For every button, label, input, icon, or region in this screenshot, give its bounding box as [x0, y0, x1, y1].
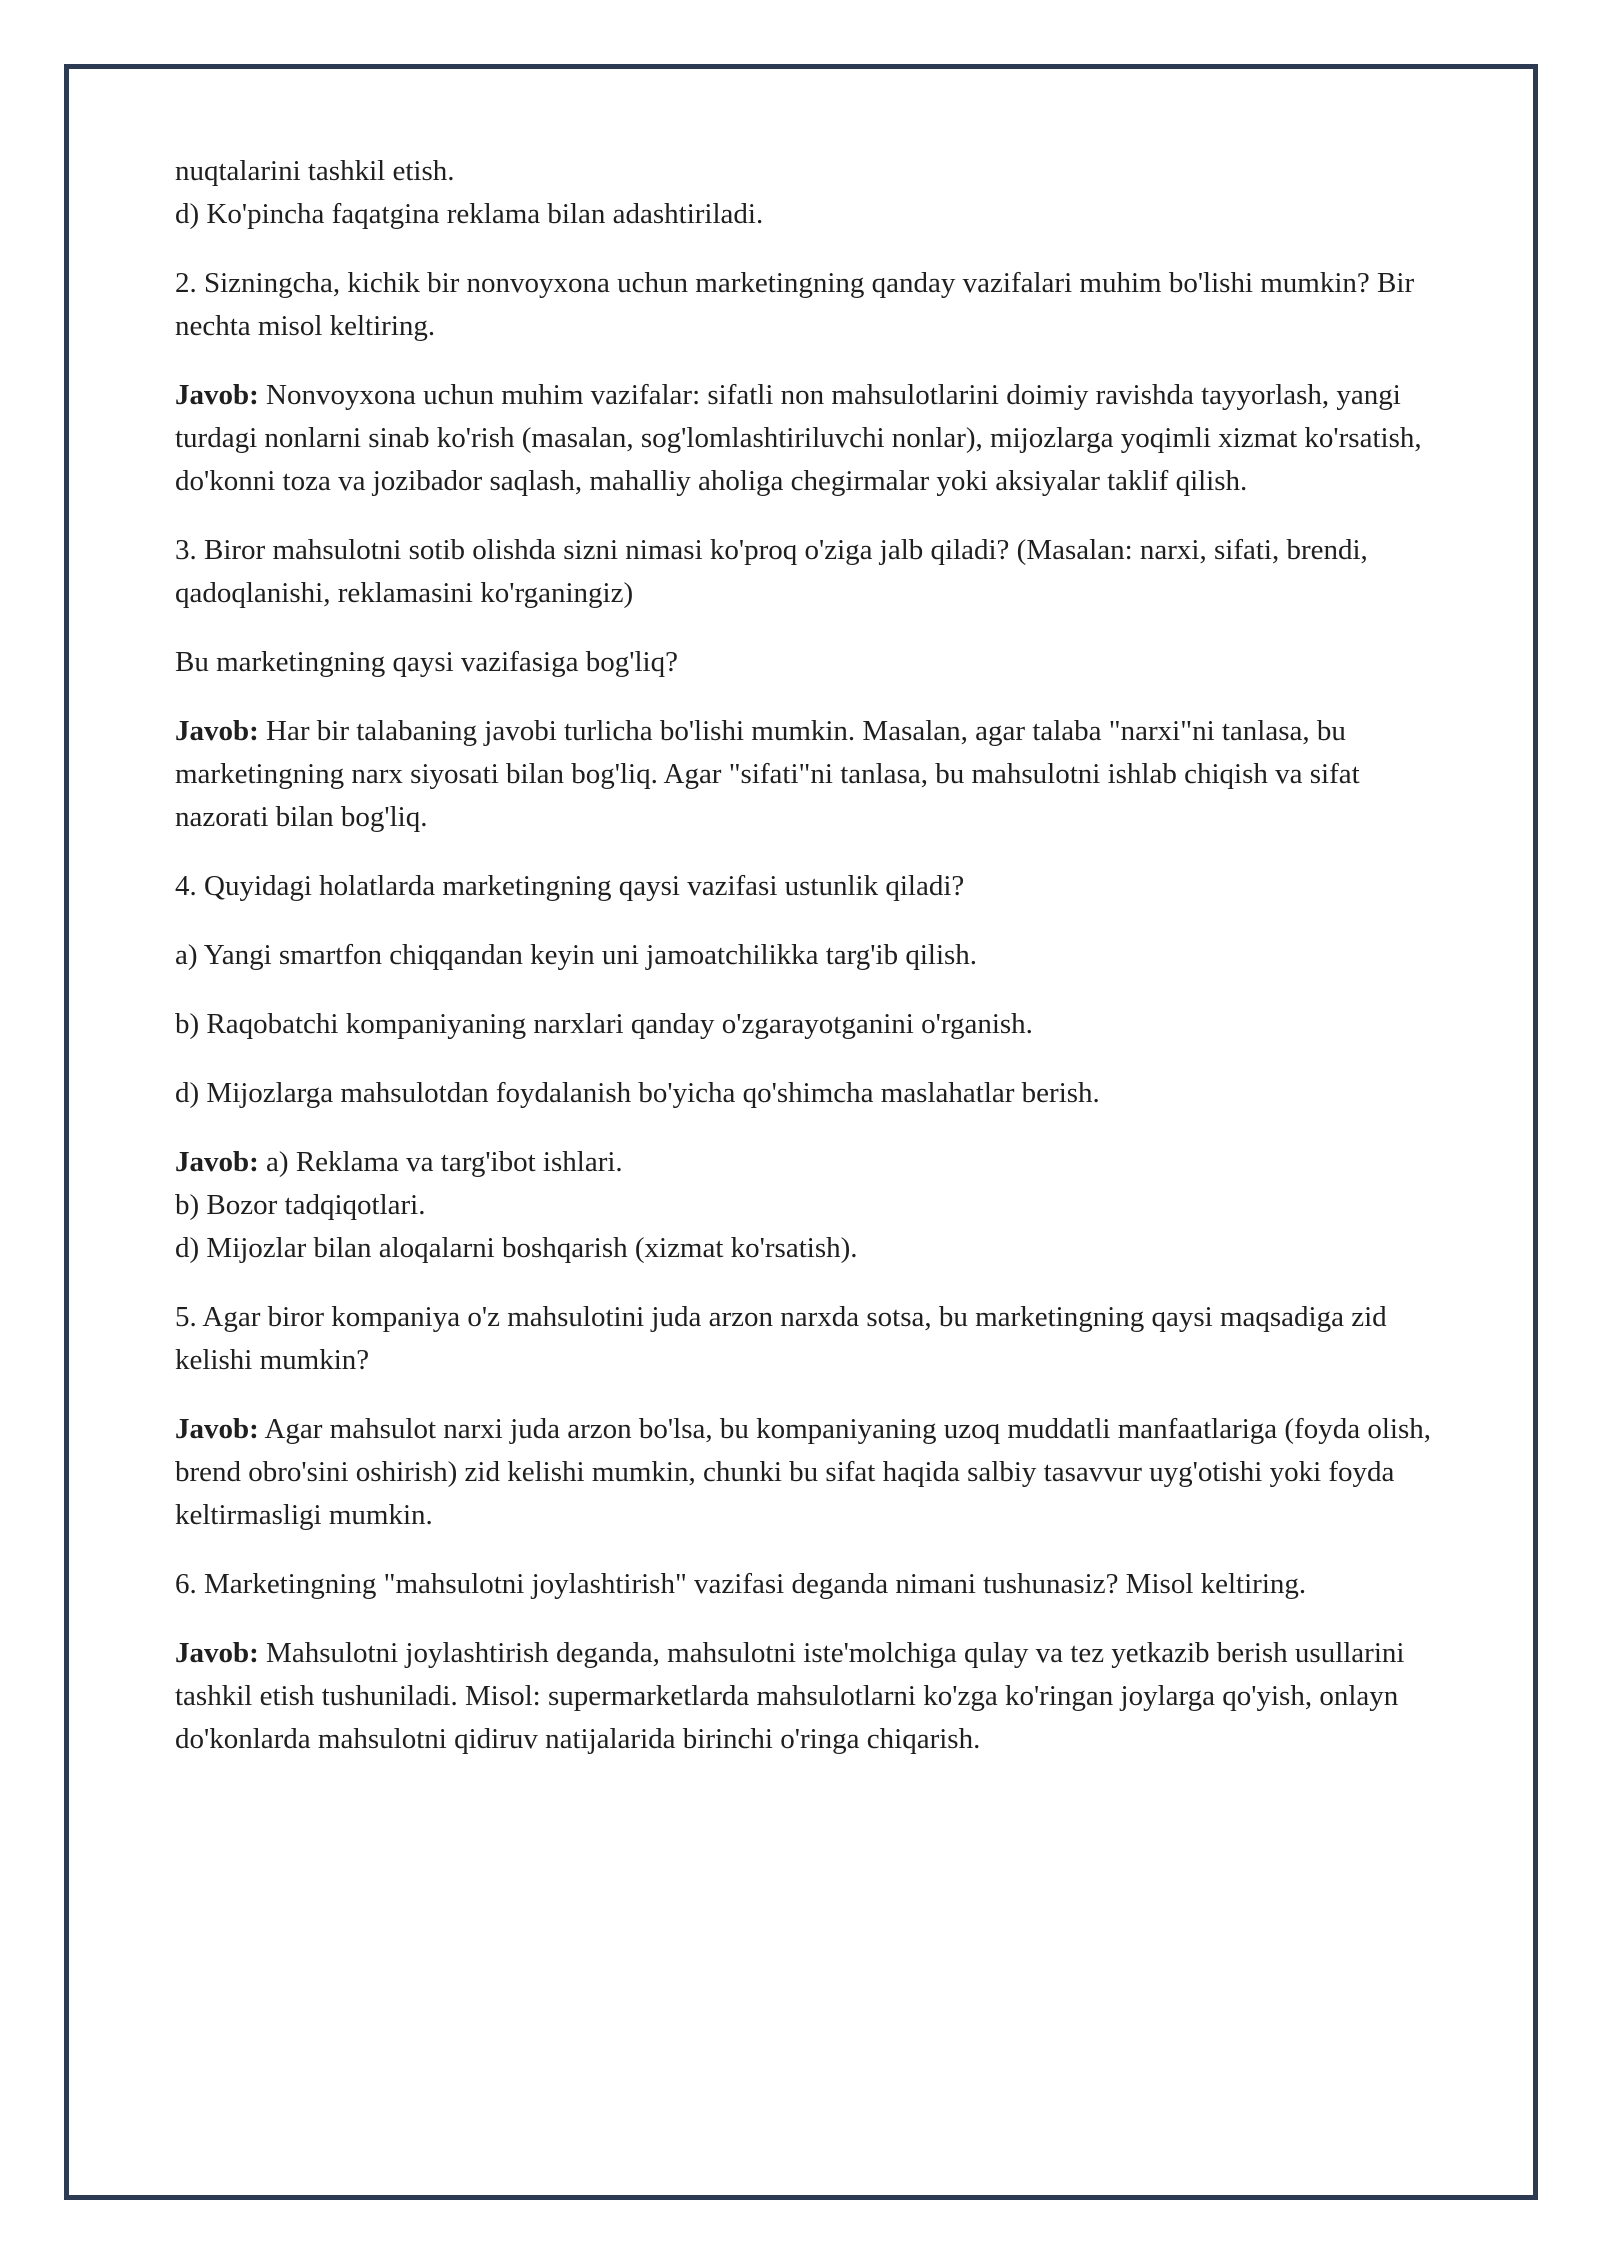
question-6: 6. Marketingning "mahsulotni joylashtirish" vazifasi deganda nimani tushunasiz? Misol keltiring. — [175, 1568, 1307, 1600]
answer-line: b) Bozor tadqiqotlari. — [175, 1189, 426, 1221]
continuation-line: d) Ko'pincha faqatgina reklama bilan adashtiriladi. — [175, 198, 764, 230]
answer-label: Javob: — [175, 715, 259, 747]
answer-text: Nonvoyxona uchun muhim vazifalar: sifatli non mahsulotlarini doimiy ravishda tayyorlash, yangi turdagi nonlarni sinab ko'rish (masalan, sog'lomlashtiriluvchi nonlar), mijozlarga yoqimli xizmat ko'rsatish, do'konni toza va jozibador saqlash, mahalliy aholiga chegirmalar yoki aksiyalar taklif qilish. — [175, 379, 1422, 497]
question-4: 4. Quyidagi holatlarda marketingning qaysi vazifasi ustunlik qiladi? — [175, 870, 965, 902]
answer-label: Javob: — [175, 1146, 259, 1178]
answer-label: Javob: — [175, 379, 259, 411]
answer-3 — [175, 710, 1445, 839]
question-5: 5. Agar biror kompaniya o'z mahsulotini juda arzon narxda sotsa, bu marketingning qaysi maqsadiga zid kelishi mumkin? — [175, 1301, 1387, 1376]
question-3-followup: Bu marketingning qaysi vazifasiga bog'liq? — [175, 646, 678, 678]
answer-2 — [175, 374, 1445, 503]
answer-text: Mahsulotni joylashtirish deganda, mahsulotni iste'molchiga qulay va tez yetkazib berish usullarini tashkil etish tushuniladi. Misol: supermarketlarda mahsulotlarni ko'zga ko'ringan joylarga qo'yish, onlayn do'konlarda mahsulotni qidiruv natijalarida birinchi o'ringa chiqarish. — [175, 1637, 1405, 1755]
answer-5 — [175, 1408, 1445, 1537]
answer-6 — [175, 1632, 1445, 1761]
continuation-paragraph — [175, 150, 1445, 236]
answer-line: d) Mijozlar bilan aloqalarni boshqarish (xizmat ko'rsatish). — [175, 1232, 858, 1264]
answer-label: Javob: — [175, 1637, 259, 1669]
answer-text: a) Reklama va targ'ibot ishlari. — [266, 1146, 623, 1178]
answer-text: Har bir talabaning javobi turlicha bo'lishi mumkin. Masalan, agar talaba "narxi"ni tanlasa, bu marketingning narx siyosati bilan bog'liq. Agar "sifati"ni tanlasa, bu mahsulotni ishlab chiqish va sifat nazorati bilan bog'liq. — [175, 715, 1360, 833]
question-4-option-a: a) Yangi smartfon chiqqandan keyin uni jamoatchilikka targ'ib qilish. — [175, 939, 978, 971]
answer-text: Agar mahsulot narxi juda arzon bo'lsa, bu kompaniyaning uzoq muddatli manfaatlariga (foyda olish, brend obro'sini oshirish) zid kelishi mumkin, chunki bu sifat haqida salbiy tasavvur uyg'otishi yoki foyda keltirmasligi mumkin. — [175, 1413, 1431, 1531]
question-2: 2. Sizningcha, kichik bir nonvoyxona uchun marketingning qanday vazifalari muhim bo'lishi mumkin? Bir nechta misol keltiring. — [175, 267, 1415, 342]
question-3: 3. Biror mahsulotni sotib olishda sizni nimasi ko'proq o'ziga jalb qiladi? (Masalan: narxi, sifati, brendi, qadoqlanishi, reklamasini ko'rganingiz) — [175, 534, 1368, 609]
answer-4 — [175, 1141, 1445, 1270]
answer-line — [175, 1141, 1445, 1184]
answer-label: Javob: — [175, 1413, 259, 1445]
continuation-line: nuqtalarini tashkil etish. — [175, 155, 455, 187]
document-body — [175, 150, 1445, 1787]
question-4-option-d: d) Mijozlarga mahsulotdan foydalanish bo'yicha qo'shimcha maslahatlar berish. — [175, 1077, 1100, 1109]
question-4-option-b: b) Raqobatchi kompaniyaning narxlari qanday o'zgarayotganini o'rganish. — [175, 1008, 1033, 1040]
